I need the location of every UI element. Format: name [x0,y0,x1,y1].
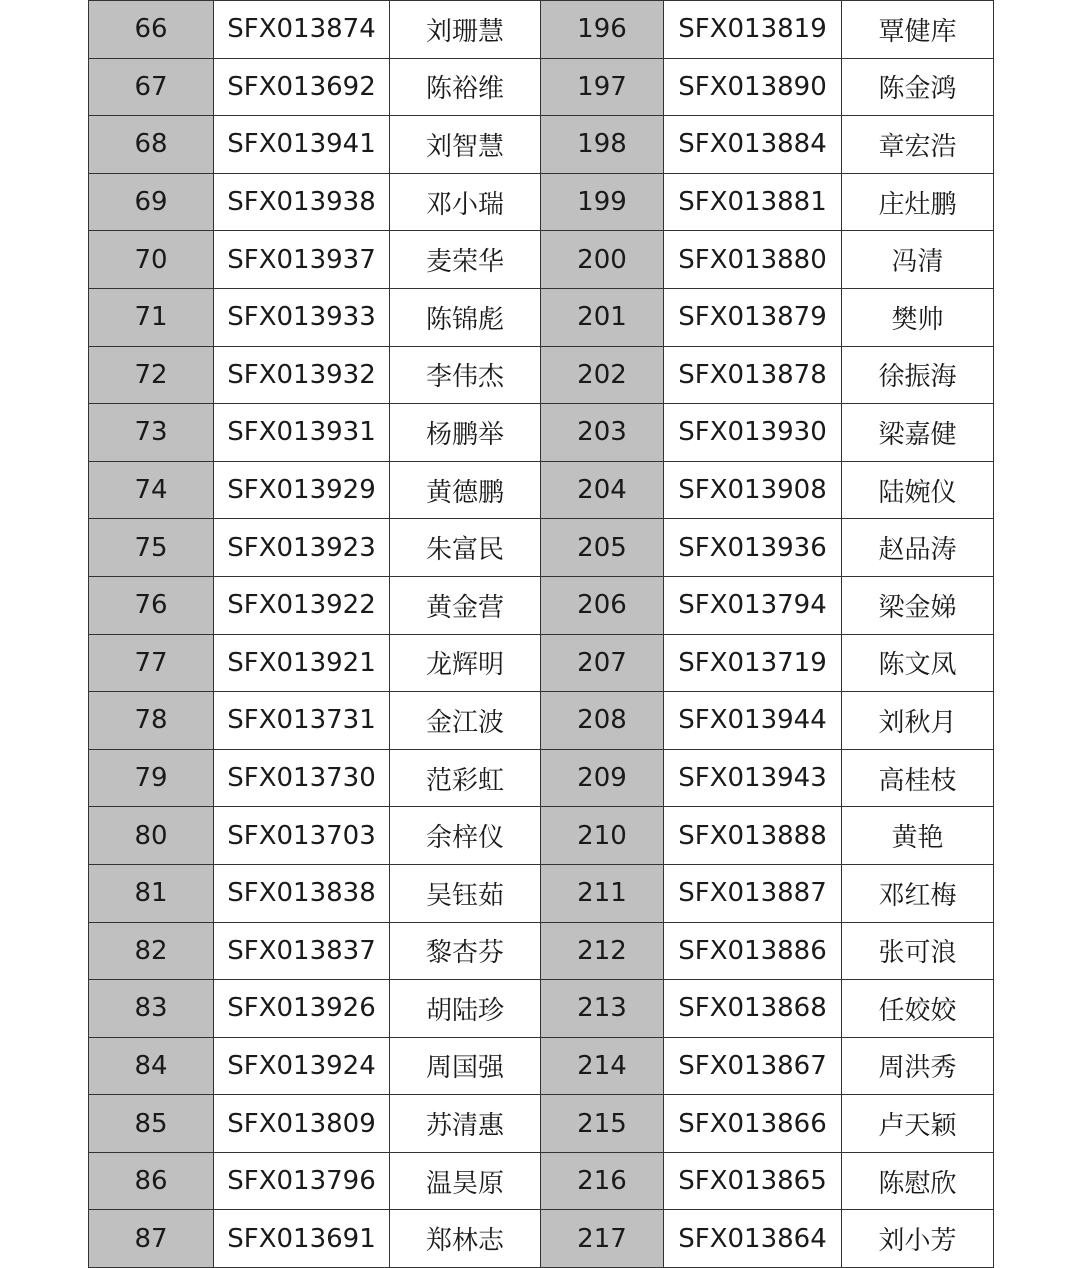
left-code-cell: SFX013874 [214,1,390,59]
right-code-cell: SFX013880 [664,231,842,289]
right-number-cell: 205 [541,519,664,577]
right-number-cell: 211 [541,864,664,922]
left-code-cell: SFX013809 [214,1095,390,1153]
left-name-cell: 温昊原 [390,1152,541,1210]
left-name-cell: 黄金营 [390,576,541,634]
right-name-cell: 周洪秀 [842,1037,994,1095]
left-number-cell: 75 [89,519,214,577]
right-number-cell: 201 [541,288,664,346]
left-code-cell: SFX013941 [214,116,390,174]
table-row [89,288,994,346]
table-row [89,1,994,59]
right-number-cell: 202 [541,346,664,404]
right-code-cell: SFX013887 [664,864,842,922]
left-name-cell: 陈裕维 [390,58,541,116]
right-code-cell: SFX013884 [664,116,842,174]
right-code-cell: SFX013878 [664,346,842,404]
table-row [89,346,994,404]
right-number-cell: 217 [541,1210,664,1268]
left-code-cell: SFX013938 [214,173,390,231]
right-number-cell: 209 [541,749,664,807]
right-number-cell: 196 [541,1,664,59]
left-number-cell: 76 [89,576,214,634]
left-name-cell: 杨鹏举 [390,404,541,462]
right-name-cell: 陈金鸿 [842,58,994,116]
left-name-cell: 邓小瑞 [390,173,541,231]
right-number-cell: 197 [541,58,664,116]
right-name-cell: 陈慰欣 [842,1152,994,1210]
right-code-cell: SFX013886 [664,922,842,980]
table-row [89,576,994,634]
table-row [89,864,994,922]
left-number-cell: 67 [89,58,214,116]
left-name-cell: 胡陆珍 [390,980,541,1038]
right-code-cell: SFX013866 [664,1095,842,1153]
right-number-cell: 212 [541,922,664,980]
right-number-cell: 204 [541,461,664,519]
table-row [89,231,994,289]
right-name-cell: 梁嘉健 [842,404,994,462]
right-name-cell: 章宏浩 [842,116,994,174]
left-code-cell: SFX013923 [214,519,390,577]
table-row [89,58,994,116]
right-code-cell: SFX013888 [664,807,842,865]
right-number-cell: 207 [541,634,664,692]
left-name-cell: 陈锦彪 [390,288,541,346]
right-name-cell: 冯清 [842,231,994,289]
left-number-cell: 83 [89,980,214,1038]
left-number-cell: 74 [89,461,214,519]
right-name-cell: 陈文凤 [842,634,994,692]
left-code-cell: SFX013838 [214,864,390,922]
table-row [89,1152,994,1210]
table-row [89,692,994,750]
left-code-cell: SFX013933 [214,288,390,346]
left-name-cell: 龙辉明 [390,634,541,692]
left-name-cell: 周国强 [390,1037,541,1095]
left-number-cell: 70 [89,231,214,289]
right-name-cell: 庄灶鹏 [842,173,994,231]
left-name-cell: 范彩虹 [390,749,541,807]
right-name-cell: 任姣姣 [842,980,994,1038]
table-row [89,116,994,174]
left-code-cell: SFX013703 [214,807,390,865]
right-name-cell: 陆婉仪 [842,461,994,519]
left-number-cell: 78 [89,692,214,750]
right-name-cell: 张可浪 [842,922,994,980]
right-name-cell: 徐振海 [842,346,994,404]
roster-table [88,0,994,1268]
right-code-cell: SFX013881 [664,173,842,231]
left-code-cell: SFX013730 [214,749,390,807]
right-code-cell: SFX013879 [664,288,842,346]
left-name-cell: 金江波 [390,692,541,750]
right-code-cell: SFX013864 [664,1210,842,1268]
left-name-cell: 苏清惠 [390,1095,541,1153]
left-number-cell: 85 [89,1095,214,1153]
left-name-cell: 刘珊慧 [390,1,541,59]
right-code-cell: SFX013719 [664,634,842,692]
table-row [89,1210,994,1268]
left-name-cell: 黎杏芬 [390,922,541,980]
right-name-cell: 覃健库 [842,1,994,59]
left-name-cell: 李伟杰 [390,346,541,404]
left-code-cell: SFX013931 [214,404,390,462]
table-row [89,1037,994,1095]
table-row [89,634,994,692]
right-name-cell: 刘秋月 [842,692,994,750]
left-name-cell: 吴钰茹 [390,864,541,922]
left-number-cell: 72 [89,346,214,404]
left-number-cell: 73 [89,404,214,462]
right-name-cell: 卢天颖 [842,1095,994,1153]
left-number-cell: 71 [89,288,214,346]
table-row [89,1095,994,1153]
table-row [89,404,994,462]
right-number-cell: 214 [541,1037,664,1095]
left-code-cell: SFX013731 [214,692,390,750]
roster-body [89,1,994,1268]
right-code-cell: SFX013930 [664,404,842,462]
table-row [89,807,994,865]
left-number-cell: 77 [89,634,214,692]
table-row [89,461,994,519]
left-number-cell: 84 [89,1037,214,1095]
left-code-cell: SFX013796 [214,1152,390,1210]
right-number-cell: 206 [541,576,664,634]
left-number-cell: 81 [89,864,214,922]
right-name-cell: 刘小芳 [842,1210,994,1268]
right-number-cell: 213 [541,980,664,1038]
left-number-cell: 86 [89,1152,214,1210]
left-name-cell: 余梓仪 [390,807,541,865]
table-row [89,519,994,577]
table-row [89,980,994,1038]
right-number-cell: 216 [541,1152,664,1210]
left-number-cell: 69 [89,173,214,231]
left-code-cell: SFX013932 [214,346,390,404]
left-code-cell: SFX013692 [214,58,390,116]
left-name-cell: 麦荣华 [390,231,541,289]
table-row [89,922,994,980]
right-code-cell: SFX013865 [664,1152,842,1210]
right-code-cell: SFX013819 [664,1,842,59]
right-code-cell: SFX013867 [664,1037,842,1095]
right-name-cell: 梁金娣 [842,576,994,634]
right-code-cell: SFX013943 [664,749,842,807]
right-number-cell: 215 [541,1095,664,1153]
right-number-cell: 208 [541,692,664,750]
left-number-cell: 82 [89,922,214,980]
right-number-cell: 198 [541,116,664,174]
left-number-cell: 79 [89,749,214,807]
left-number-cell: 80 [89,807,214,865]
right-code-cell: SFX013890 [664,58,842,116]
right-code-cell: SFX013936 [664,519,842,577]
left-name-cell: 朱富民 [390,519,541,577]
table-row [89,173,994,231]
right-number-cell: 210 [541,807,664,865]
left-number-cell: 87 [89,1210,214,1268]
right-name-cell: 邓红梅 [842,864,994,922]
left-name-cell: 刘智慧 [390,116,541,174]
left-number-cell: 68 [89,116,214,174]
right-code-cell: SFX013908 [664,461,842,519]
left-code-cell: SFX013924 [214,1037,390,1095]
right-number-cell: 200 [541,231,664,289]
left-code-cell: SFX013921 [214,634,390,692]
left-code-cell: SFX013929 [214,461,390,519]
left-name-cell: 郑林志 [390,1210,541,1268]
right-name-cell: 樊帅 [842,288,994,346]
right-number-cell: 199 [541,173,664,231]
left-code-cell: SFX013691 [214,1210,390,1268]
left-code-cell: SFX013837 [214,922,390,980]
right-code-cell: SFX013868 [664,980,842,1038]
left-code-cell: SFX013926 [214,980,390,1038]
right-code-cell: SFX013794 [664,576,842,634]
left-name-cell: 黄德鹏 [390,461,541,519]
left-code-cell: SFX013922 [214,576,390,634]
table-row [89,749,994,807]
right-name-cell: 高桂枝 [842,749,994,807]
right-code-cell: SFX013944 [664,692,842,750]
right-number-cell: 203 [541,404,664,462]
right-name-cell: 黄艳 [842,807,994,865]
right-name-cell: 赵品涛 [842,519,994,577]
left-code-cell: SFX013937 [214,231,390,289]
left-number-cell: 66 [89,1,214,59]
